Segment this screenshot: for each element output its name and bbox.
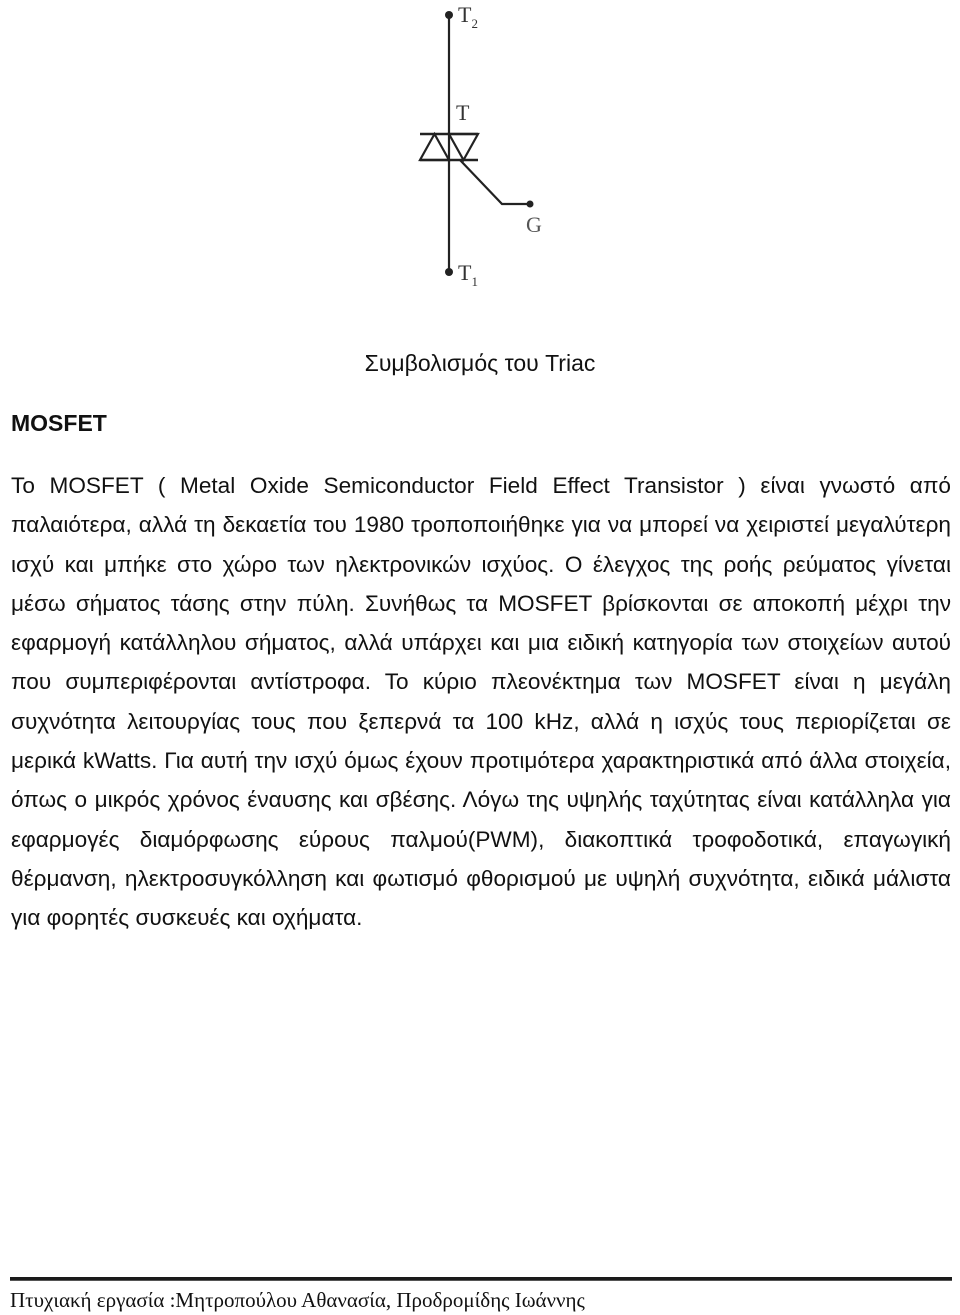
label-gate: G — [526, 212, 542, 237]
label-t2: $T_2$ — [458, 2, 478, 31]
label-device-t: T — [456, 100, 470, 125]
figure-caption — [0, 350, 960, 377]
gate-lead — [460, 160, 528, 204]
triac-symbol-svg — [380, 0, 580, 300]
footer-divider — [10, 1277, 952, 1281]
gate-dot — [527, 201, 534, 208]
triac-right-triangle — [449, 134, 478, 160]
page-footer: Πτυχιακή εργασία :Μητροπούλου Αθανασία, Προδρομίδης Ιωάννης — [10, 1288, 585, 1312]
section-paragraph: Το MOSFET ( Metal Oxide Semiconductor Field Effect Transistor ) είναι γνωστό από παλαιότερα, αλλά τη δεκαετία του 1980 τροποποιήθηκε για να μπορεί να χειριστεί μεγαλύτερη ισχύ και μπήκε στο χώρο των ηλεκτρονικών ισχύος. Ο έλεγχος της ροής ρεύματος γίνεται μέσω σήματος τάσης στην πύλη. Συνήθως τα MOSFET βρίσκονται σε αποκοπή μέχρι την εφαρμογή κατάλληλου σήματος, αλλά υπάρχει και μια ειδική κατηγορία των στοιχείων αυτού που συμπεριφέρονται αντίστροφα. Το κύριο πλεονέκτημα των MOSFET είναι η μεγάλη συχνότητα λειτουργίας τους που ξεπερνά τα 100 kHz, αλλά η ισχύς τους περιορίζεται σε μερικά kWatts. Για αυτή την ισχύ όμως έχουν προτιμότερα χαρακτηριστικά από άλλα στοιχεία, όπως ο μικρός χρόνος έναυσης και σβέσης. Λόγω της υψηλής ταχύτητας είναι κατάλληλα για εφαρμογές διαμόρφωσης εύρους παλμού(PWM), διακοπτικά τροφοδοτικά, επαγωγική θέρμανση, ηλεκτροσυγκόλληση και φωτισμό φθορισμού με υψηλή συχνότητα, ειδικά μάλιστα για φορητές συσκευές και οχήματα. — [11, 473, 951, 931]
triac-symbol-diagram — [380, 0, 580, 300]
label-t1: $T_1$ — [458, 260, 478, 289]
terminal-t1-dot — [445, 268, 453, 276]
figure-caption-text: Συμβολισμός του Triac — [364, 350, 596, 376]
section-heading: MOSFET — [11, 410, 107, 436]
triac-left-triangle — [420, 134, 449, 160]
